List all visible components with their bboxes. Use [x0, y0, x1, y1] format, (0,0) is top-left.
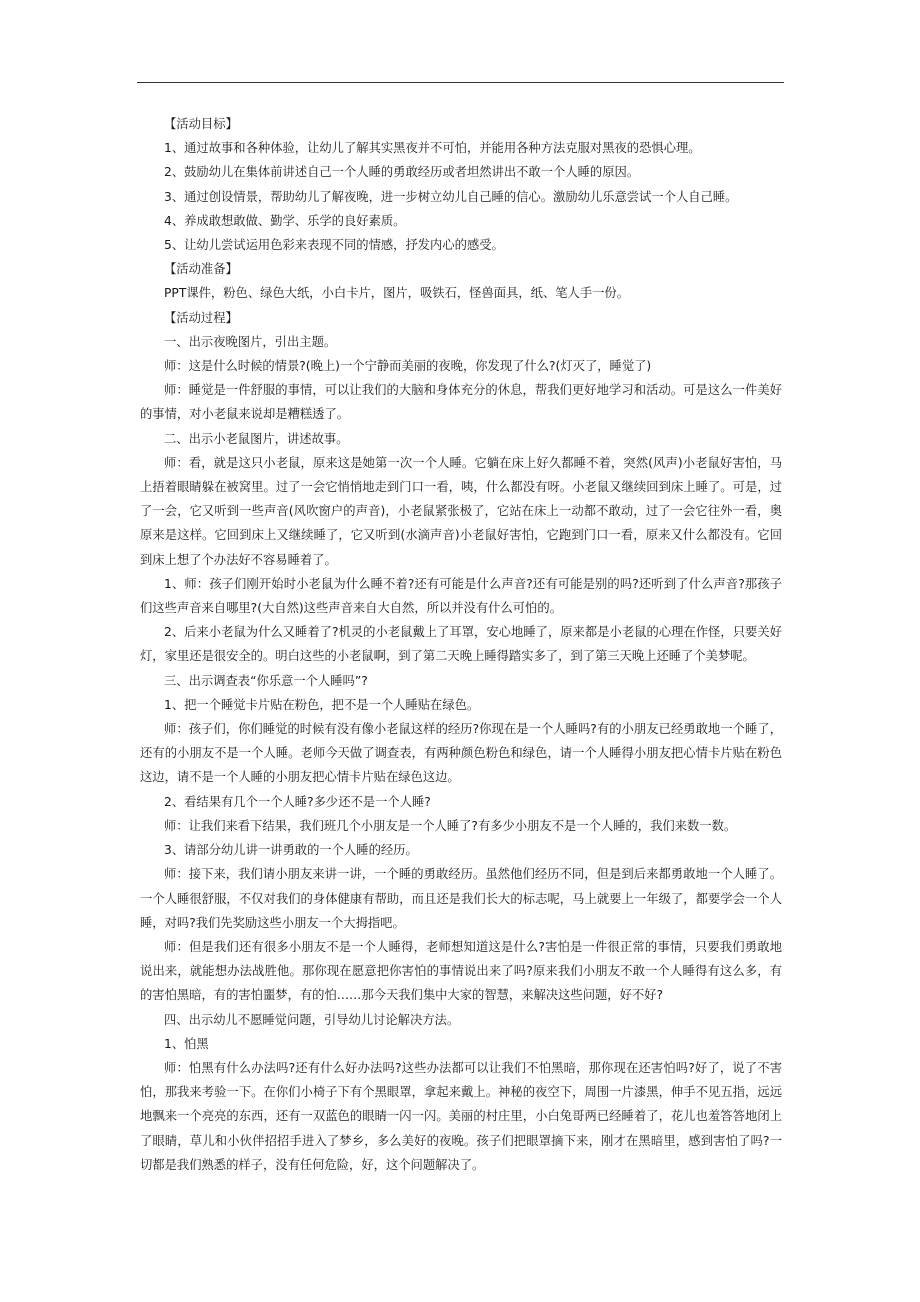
paragraph: 1、把一个睡觉卡片贴在粉色，把不是一个人睡贴在绿色。: [164, 697, 480, 712]
paragraph: 1、师：孩子们刚开始时小老鼠为什么睡不着?还有可能是什么声音?还有可能是别的吗?还听到了什么声音?那孩子们这些声音来自哪里?(大自然)这些声音来自大自然，所以并没有什么可怕的。: [140, 576, 782, 616]
section-heading: 四、出示幼儿不愿睡觉问题，引导幼儿讨论解决方法。: [164, 1012, 460, 1027]
goal-item: 2、鼓励幼儿在集体前讲述自己一个人睡的勇敢经历或者坦然讲出不敢一个人睡的原因。: [164, 165, 640, 180]
goal-item: 3、通过创设情景，帮助幼儿了解夜晚，进一步树立幼儿自己睡的信心。激励幼儿乐意尝试一个人自己睡。: [164, 189, 738, 204]
paragraph: 师：睡觉是一件舒服的事情，可以让我们的大脑和身体充分的休息，帮我们更好地学习和活动。可是这么一件美好的事情，对小老鼠来说却是糟糕透了。: [140, 383, 782, 422]
paragraph: 2、看结果有几个一个人睡?多少还不是一个人睡?: [164, 794, 431, 809]
section-heading: 二、出示小老鼠图片，讲述故事。: [164, 431, 349, 446]
paragraph: 师：孩子们，你们睡觉的时候有没有像小老鼠这样的经历?你现在是一个人睡吗?有的小朋友已经勇敢地一个睡了，还有的小朋友不是一个人睡。老师今天做了调查表，有两种颜色粉色和绿色，请一个人睡得小朋友把心情卡片贴在粉色这边，请不是一个人睡的小朋友把心情卡片贴在绿色这边。: [140, 722, 782, 785]
goal-item: 4、养成敢想敢做、勤学、乐学的良好素质。: [164, 213, 406, 228]
goal-item: 5、让幼儿尝试运用色彩来表现不同的情感，抒发内心的感受。: [164, 238, 504, 253]
paragraph: 师：怕黑有什么办法吗?还有什么好办法吗?这些办法都可以让我们不怕黑暗，那你现在还害怕吗?好了，说了不害怕，那我来考验一下。在你们小椅子下有个黑眼罩，拿起来戴上。神秘的夜空下，周围一片漆黑，伸手不见五指，远远地飘来一个亮亮的东西，还有一双蓝色的眼睛一闪一闪。美丽的村庄里，小白兔哥两已经睡着了，花儿也羞答答地闭上了眼睛，草儿和小伙伴招招手进入了梦乡，多么美好的夜晚。孩子们把眼罩摘下来，刚才在黑暗里，感到害怕了吗?一切都是我们熟悉的样子，没有任何危险，好，这个问题解决了。: [140, 1060, 782, 1172]
heading-activity-process: 【活动过程】: [164, 310, 238, 325]
goal-item: 1、通过故事和各种体验，让幼儿了解其实黑夜并不可怕，并能用各种方法克服对黑夜的恐惧心理。: [164, 141, 701, 156]
section-heading: 三、出示调查表“你乐意一个人睡吗”?: [164, 673, 368, 688]
document-body: [140, 112, 782, 1177]
heading-activity-prep: 【活动准备】: [164, 262, 238, 277]
paragraph: 师：这是什么时候的情景?(晚上)一个宁静而美丽的夜晚，你发现了什么?(灯灭了，睡觉了): [164, 359, 652, 374]
header-rule: [137, 82, 784, 83]
paragraph: 师：让我们来看下结果，我们班几个小朋友是一个人睡了?有多少小朋友不是一个人睡的，我们来数一数。: [164, 818, 737, 833]
paragraph: 师：看，就是这只小老鼠，原来这是她第一次一个人睡。它躺在床上好久都睡不着，突然(风声)小老鼠好害怕，马上捂着眼睛躲在被窝里。过了一会它悄悄地走到门口一看，咦，什么都没有呀。小老鼠又继续回到床上睡了。可是，过了一会，它又听到一些声音(风吹窗户的声音)，小老鼠紧张极了，它站在床上一动都不敢动，过了一会它往外一看，奥原来是这样。它回到床上又继续睡了，它又听到(水滴声音)小老鼠好害怕，它跑到门口一看，原来又什么都没有。它回到床上想了个办法好不容易睡着了。: [140, 455, 782, 567]
heading-activity-goals: 【活动目标】: [164, 117, 238, 131]
paragraph: 1、怕黑: [164, 1036, 209, 1051]
prep-materials: PPT课件，粉色、绿色大纸，小白卡片，图片，吸铁石，怪兽面具，纸、笔人手一份。: [164, 286, 630, 301]
paragraph: 师：接下来，我们请小朋友来讲一讲，一个睡的勇敢经历。虽然他们经历不同，但是到后来都勇敢地一个人睡了。一个人睡很舒服，不仅对我们的身体健康有帮助，而且还是我们长大的标志呢，马上就要上一年级了，都要学会一个人睡，对吗?我们先奖励这些小朋友一个大拇指吧。: [140, 867, 782, 930]
section-heading: 一、出示夜晚图片，引出主题。: [164, 334, 337, 349]
paragraph: 2、后来小老鼠为什么又睡着了?机灵的小老鼠戴上了耳罩，安心地睡了，原来都是小老鼠的心理在作怪，只要关好灯，家里还是很安全的。明白这些的小老鼠啊，到了第二天晚上睡得踏实多了，到了第三天晚上还睡了个美梦呢。: [140, 625, 782, 664]
paragraph: 师：但是我们还有很多小朋友不是一个人睡得，老师想知道这是什么?害怕是一件很正常的事情，只要我们勇敢地说出来，就能想办法战胜他。那你现在愿意把你害怕的事情说出来了吗?原来我们小朋友不敢一个人睡得有这么多，有的害怕黑暗，有的害怕噩梦，有的怕……那今天我们集中大家的智慧，来解决这些问题，好不好?: [140, 939, 782, 1003]
paragraph: 3、请部分幼儿讲一讲勇敢的一个人睡的经历。: [164, 843, 418, 858]
